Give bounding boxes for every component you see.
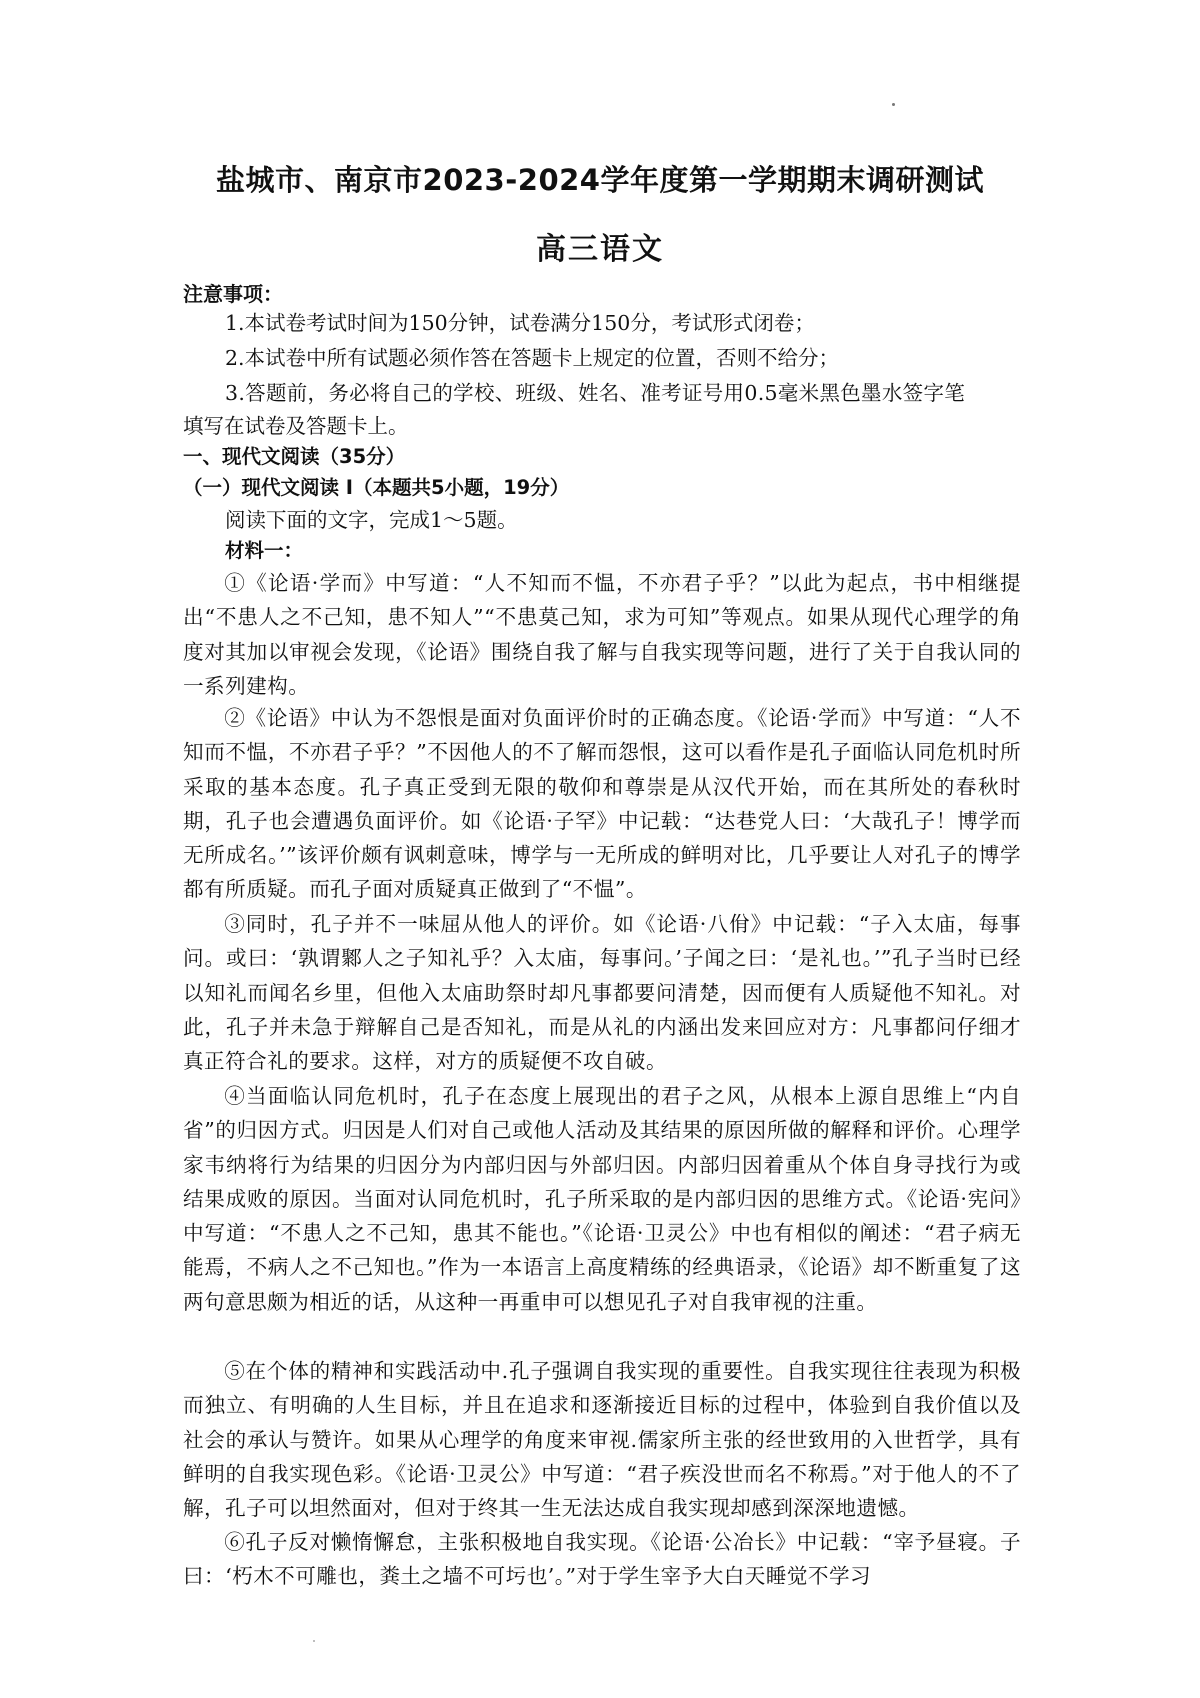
scan-speck	[313, 1640, 315, 1642]
paragraph-4: ④当面临认同危机时，孔子在态度上展现出的君子之风，从根本上源自思维上“内自省”的归因方式。归因是人们对自己或他人活动及其结果的原因所做的解释和评价。心理学家韦纳将行为结果的归因分为内部归因与外部归因。内部归因着重从个体自身寻找行为或结果成败的原因。当面对认同危机时，孔子所采取的是内部归因的思维方式。《论语·宪问》中写道：“不患人之不己知，患其不能也。”《论语·卫灵公》中也有相似的阐述：“君子病无能焉，不病人之不己知也。”作为一本语言上高度精练的经典语录，《论语》却不断重复了这两句意思颇为相近的话，从这种一再重申可以想见孔子对自我审视的注重。	[183, 1084, 1021, 1314]
scan-speck	[892, 103, 895, 106]
material-label: 材料一：	[225, 539, 304, 562]
exam-title: 盐城市、南京市2023-2024学年度第一学期期末调研测试	[216, 163, 984, 197]
paragraph-6: ⑥孔子反对懒惰懈怠，主张积极地自我实现。《论语·公冶长》中记载：“宰予昼寝。子曰：‘朽木不可雕也，粪土之墙不可圬也’。”对于学生宰予大白天睡觉不学习	[183, 1530, 1021, 1589]
section-heading: 一、现代文阅读（35分）	[183, 445, 406, 468]
exam-subtitle: 高三语文	[536, 232, 664, 267]
notice-heading: 注意事项：	[183, 282, 283, 306]
notice-item: 3.答题前，务必将自己的学校、班级、姓名、准考证号用0.5毫米黑色墨水签字笔	[225, 381, 966, 405]
paragraph-5: ⑤在个体的精神和实践活动中.孔子强调自我实现的重要性。自我实现往往表现为积极而独立、有明确的人生目标，并且在追求和逐渐接近目标的过程中，体验到自我价值以及社会的承认与赞许。如果从心理学的角度来审视.儒家所主张的经世致用的入世哲学，具有鲜明的自我实现色彩。《论语·卫灵公》中写道：“君子疾没世而名不称焉。”对于他人的不了解，孔子可以坦然面对，但对于终其一生无法达成自我实现却感到深深地遗憾。	[183, 1359, 1021, 1521]
notice-item: 2.本试卷中所有试题必须作答在答题卡上规定的位置，否则不给分；	[225, 346, 840, 370]
paragraph-2: ②《论语》中认为不怨恨是面对负面评价时的正确态度。《论语·学而》中写道：“人不知而不愠，不亦君子乎？”不因他人的不了解而怨恨，这可以看作是孔子面临认同危机时所采取的基本态度。孔子真正受到无限的敬仰和尊崇是从汉代开始，而在其所处的春秋时期，孔子也会遭遇负面评价。如《论语·子罕》中记载：“达巷党人曰：‘大哉孔子！博学而无所成名。’”该评价颇有讽刺意味，博学与一无所成的鲜明对比，几乎要让人对孔子的博学都有所质疑。而孔子面对质疑真正做到了“不愠”。	[183, 706, 1021, 902]
notice-item: 1.本试卷考试时间为150分钟，试卷满分150分，考试形式闭卷；	[225, 311, 815, 335]
paragraph-1: ①《论语·学而》中写道：“人不知而不愠，不亦君子乎？”以此为起点，书中相继提出“不患人之不己知，患不知人”“不患莫己知，求为可知”等观点。如果从现代心理学的角度对其加以审视会发现，《论语》围绕自我了解与自我实现等问题，进行了关于自我认同的一系列建构。	[183, 571, 1021, 698]
subsection-heading: （一）现代文阅读 I（本题共5小题，19分）	[183, 476, 570, 499]
notice-item: 填写在试卷及答题卡上。	[183, 414, 409, 438]
reading-instruction: 阅读下面的文字，完成1～5题。	[225, 508, 518, 532]
paragraph-3: ③同时，孔子并不一味屈从他人的评价。如《论语·八佾》中记载：“子入太庙，每事问。或曰：‘孰谓鄹人之子知礼乎？入太庙，每事问。’子闻之曰：‘是礼也。’”孔子当时已经以知礼而闻名乡里，但他入太庙助祭时却凡事都要问清楚，因而便有人质疑他不知礼。对此，孔子并未急于辩解自己是否知礼，而是从礼的内涵出发来回应对方：凡事都问仔细才真正符合礼的要求。这样，对方的质疑便不攻自破。	[183, 912, 1021, 1074]
